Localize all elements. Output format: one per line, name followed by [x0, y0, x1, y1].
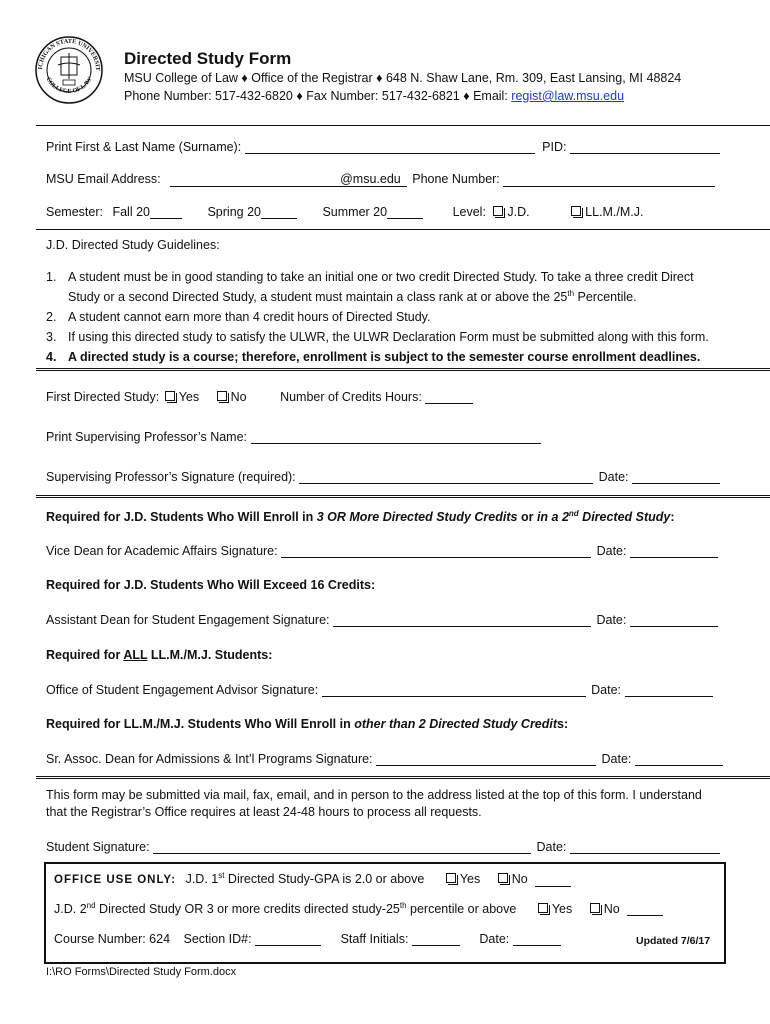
- advisor-row: [46, 683, 713, 697]
- req1-c: or: [517, 510, 537, 524]
- office-use-box: [44, 862, 726, 964]
- guideline-3: If using this directed study to satisfy the ULWR, the ULWR Declaration Form must be submitted along with this form.: [68, 330, 709, 344]
- guideline-3-num: 3.: [46, 330, 57, 344]
- email-label: MSU Email Address:: [46, 172, 161, 186]
- no-label: No: [230, 390, 247, 404]
- req3-c: LL.M./M.J. Students:: [147, 648, 273, 662]
- name-row: [46, 140, 720, 154]
- email-row: [46, 172, 715, 187]
- req1-e: Directed Study: [578, 510, 671, 524]
- asst-dean-row: [46, 613, 718, 627]
- vice-dean-date-field[interactable]: [630, 545, 718, 558]
- guideline-2-num: 2.: [46, 310, 57, 324]
- spring-label: Spring 20: [207, 205, 261, 219]
- req-jd-16credits: Required for J.D. Students Who Will Exceed 16 Credits:: [46, 578, 376, 592]
- fall-year-field[interactable]: [150, 206, 182, 219]
- office-rank-yes-checkbox[interactable]: [538, 903, 548, 913]
- prof-sig-row: [46, 470, 720, 484]
- pid-field[interactable]: [570, 141, 720, 154]
- vice-dean-date-label: Date:: [596, 544, 627, 558]
- yes-label: Yes: [178, 390, 200, 404]
- req1-f: :: [670, 510, 675, 524]
- email-field[interactable]: [170, 174, 340, 187]
- office-gpa-no-checkbox[interactable]: [498, 873, 508, 883]
- guideline-4: A directed study is a course; therefore, enrollment is subject to the semester course enrollment deadlines.: [68, 350, 701, 364]
- student-sig-field[interactable]: [153, 841, 531, 854]
- submission-line-2: that the Registrar’s Office requires at least 24-48 hours to process all requests.: [46, 805, 482, 819]
- section-field[interactable]: [255, 933, 321, 946]
- office-row-3: [54, 932, 561, 946]
- sr-dean-date-field[interactable]: [635, 753, 723, 766]
- office-row2-b: Directed Study OR 3 or more credits directed study-25: [95, 902, 400, 916]
- prof-sig-field[interactable]: [299, 471, 593, 484]
- office-gpa-field[interactable]: [535, 874, 571, 887]
- advisor-label: Office of Student Engagement Advisor Signature:: [46, 683, 319, 697]
- professor-label: Print Supervising Professor’s Name:: [46, 430, 248, 444]
- svg-text:MICHIGAN STATE UNIVERSITY: ICHIGAN STATE UNIVERSIT: [36, 37, 102, 72]
- office-rank-yes-label: Yes: [551, 902, 573, 916]
- staff-field[interactable]: [412, 933, 460, 946]
- vice-dean-sig-field[interactable]: [281, 545, 591, 558]
- req1-a: Required for J.D. Students Who Will Enroll in: [46, 510, 317, 524]
- asst-dean-date-field[interactable]: [630, 614, 718, 627]
- phone-label: Phone Number:: [412, 172, 500, 186]
- office-row2-sup2: th: [399, 900, 407, 910]
- advisor-date-field[interactable]: [625, 684, 713, 697]
- prof-date-label: Date:: [598, 470, 629, 484]
- address-line: MSU College of Law ♦ Office of the Registrar ♦ 648 N. Shaw Lane, Rm. 309, East Lansing, MI 48824: [124, 71, 682, 85]
- submission-line-1: This form may be submitted via mail, fax, email, and in person to the address listed at the top of this form. I understand: [46, 788, 702, 802]
- office-row1-a: J.D. 1: [185, 872, 219, 886]
- asst-dean-sig-field[interactable]: [333, 614, 591, 627]
- req4-c: s:: [557, 717, 569, 731]
- office-row1-b: Directed Study-GPA is 2.0 or above: [224, 872, 425, 886]
- advisor-date-label: Date:: [591, 683, 622, 697]
- first-study-no-checkbox[interactable]: [217, 391, 227, 401]
- pid-label: PID:: [542, 140, 567, 154]
- contact-line: [124, 89, 624, 103]
- contact-text: Phone Number: 517-432-6820 ♦ Fax Number: 517-432-6821 ♦ Email:: [124, 89, 512, 103]
- sr-dean-date-label: Date:: [601, 752, 632, 766]
- professor-name-field[interactable]: [251, 431, 541, 444]
- svg-text:COLLEGE OF LAW: COLLEGE OF LAW: [44, 76, 94, 96]
- asst-dean-date-label: Date:: [596, 613, 627, 627]
- office-date-field[interactable]: [513, 933, 561, 946]
- prof-date-field[interactable]: [632, 471, 720, 484]
- student-sig-label: Student Signature:: [46, 840, 150, 854]
- email-link[interactable]: regist@law.msu.edu: [511, 89, 625, 103]
- office-gpa-no-label: No: [511, 872, 528, 886]
- guideline-1-cont-text: Study or a second Directed Study, a student must maintain a class rank at or above the 25: [68, 290, 568, 304]
- req-llm-other: [46, 717, 568, 731]
- email-suffix: @msu.edu: [340, 172, 407, 187]
- student-date-label: Date:: [536, 840, 567, 854]
- guideline-1: A student must be in good standing to take an initial one or two credit Directed Study. To take a three credit Direct: [68, 270, 694, 284]
- guideline-4-num: 4.: [46, 350, 57, 364]
- req3-a: Required for: [46, 648, 124, 662]
- level-label: Level:: [452, 205, 486, 219]
- office-gpa-yes-label: Yes: [459, 872, 481, 886]
- asst-dean-label: Assistant Dean for Student Engagement Signature:: [46, 613, 330, 627]
- req4-b: other than 2 Directed Study Credit: [354, 717, 558, 731]
- student-date-field[interactable]: [570, 841, 720, 854]
- vice-dean-label: Vice Dean for Academic Affairs Signature:: [46, 544, 278, 558]
- course-number: Course Number: 624: [54, 932, 171, 946]
- jd-checkbox[interactable]: [493, 206, 503, 216]
- guideline-1-cont: [68, 290, 637, 304]
- office-use-label: OFFICE USE ONLY:: [54, 874, 177, 886]
- section-label: Section ID#:: [183, 932, 252, 946]
- first-study-label: First Directed Study:: [46, 390, 160, 404]
- credits-label: Number of Credits Hours:: [280, 390, 422, 404]
- office-rank-field[interactable]: [627, 903, 663, 916]
- sr-dean-row: [46, 752, 723, 766]
- req3-b: ALL: [123, 648, 148, 662]
- req1-d: in a 2: [536, 510, 569, 524]
- updated-date: Updated 7/6/17: [636, 935, 711, 947]
- office-row-1: [54, 872, 571, 887]
- guideline-1-sup: th: [567, 288, 575, 298]
- office-date-label: Date:: [479, 932, 510, 946]
- credits-field[interactable]: [425, 391, 473, 404]
- student-sig-row: [46, 840, 720, 854]
- first-study-row: [46, 390, 473, 404]
- phone-field[interactable]: [503, 174, 715, 187]
- req1-sup: nd: [568, 508, 579, 518]
- jd-label: J.D.: [507, 205, 530, 219]
- msu-law-seal: [34, 35, 104, 105]
- office-gpa-yes-checkbox[interactable]: [446, 873, 456, 883]
- sr-dean-label: Sr. Assoc. Dean for Admissions & Int’l Programs Signature:: [46, 752, 373, 766]
- summer-year-field[interactable]: [387, 206, 423, 219]
- req-llm-all: [46, 648, 272, 662]
- staff-label: Staff Initials:: [340, 932, 409, 946]
- office-rank-no-checkbox[interactable]: [590, 903, 600, 913]
- advisor-sig-field[interactable]: [322, 684, 586, 697]
- vice-dean-row: [46, 544, 718, 558]
- llm-label: LL.M./M.J.: [585, 205, 644, 219]
- sr-dean-sig-field[interactable]: [376, 753, 596, 766]
- guideline-1-tail: Percentile.: [574, 290, 637, 304]
- req1-b: 3 OR More Directed Study Credits: [316, 510, 518, 524]
- first-study-yes-checkbox[interactable]: [165, 391, 175, 401]
- seal-icon: [34, 35, 104, 105]
- semester-label: Semester:: [46, 205, 103, 219]
- summer-label: Summer 20: [322, 205, 388, 219]
- office-row2-a: J.D. 2: [54, 902, 87, 916]
- office-row2-c: percentile or above: [406, 902, 517, 916]
- office-row-2: [54, 902, 663, 916]
- file-path: I:\RO Forms\Directed Study Form.docx: [46, 966, 237, 978]
- name-label: Print First & Last Name (Surname):: [46, 140, 242, 154]
- office-row1-sup: st: [218, 870, 225, 880]
- req4-a: Required for LL.M./M.J. Students Who Will Enroll in: [46, 717, 355, 731]
- professor-row: [46, 430, 541, 444]
- fall-label: Fall 20: [112, 205, 150, 219]
- guideline-1-num: 1.: [46, 270, 57, 284]
- office-rank-no-label: No: [603, 902, 620, 916]
- guideline-2: A student cannot earn more than 4 credit hours of Directed Study.: [68, 310, 431, 324]
- office-row2-sup: nd: [86, 900, 96, 910]
- prof-sig-label: Supervising Professor’s Signature (required):: [46, 470, 296, 484]
- name-field[interactable]: [245, 141, 535, 154]
- semester-row: [46, 205, 726, 219]
- guidelines-heading: J.D. Directed Study Guidelines:: [46, 238, 220, 252]
- req-jd-3credits: [46, 510, 675, 524]
- spring-year-field[interactable]: [261, 206, 297, 219]
- form-title: Directed Study Form: [124, 49, 292, 68]
- llm-checkbox[interactable]: [571, 206, 581, 216]
